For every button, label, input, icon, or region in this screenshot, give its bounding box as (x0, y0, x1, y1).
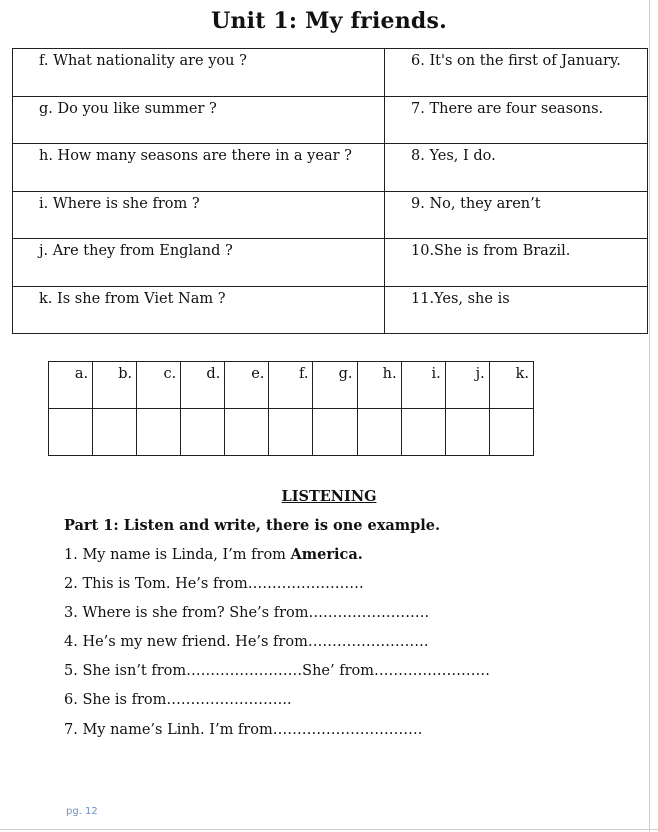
answer-letter: e. (225, 362, 269, 409)
listening-item: 3. Where is she from? She’s from……………………. (64, 605, 430, 621)
answer-blank-cell[interactable] (137, 409, 181, 456)
answer-letter: k. (489, 362, 533, 409)
answer-letter: d. (181, 362, 225, 409)
listening-item-example (64, 546, 363, 563)
page-title: Unit 1: My friends. (211, 8, 447, 34)
listening-item: 4. He’s my new friend. He’s from……………………. (64, 634, 429, 650)
table-row (13, 96, 648, 144)
listening-item: 7. My name’s Linh. I’m from…………………………. (64, 722, 423, 738)
answer-blank-row (49, 409, 534, 456)
answer-blank-cell[interactable] (445, 409, 489, 456)
question-cell: j. Are they from England ? (13, 239, 385, 287)
answer-blank-cell[interactable] (269, 409, 313, 456)
answer-letter: h. (357, 362, 401, 409)
answer-cell: 8. Yes, I do. (385, 144, 648, 192)
answer-letter: i. (401, 362, 445, 409)
answer-letter: j. (445, 362, 489, 409)
listening-item: 5. She isn’t from……………………She’ from…………………… (64, 663, 490, 679)
page-number: pg. 12 (66, 806, 98, 817)
answer-blank-cell[interactable] (93, 409, 137, 456)
answer-letter: b. (93, 362, 137, 409)
answer-blank-cell[interactable] (401, 409, 445, 456)
answer-letter: g. (313, 362, 357, 409)
question-cell: g. Do you like summer ? (13, 96, 385, 144)
question-cell: h. How many seasons are there in a year ? (13, 144, 385, 192)
answer-letter: a. (49, 362, 93, 409)
example-answer: America. (290, 546, 363, 563)
answer-blank-cell[interactable] (489, 409, 533, 456)
part-1-instruction: Part 1: Listen and write, there is one example. (64, 517, 441, 534)
answer-blank-cell[interactable] (225, 409, 269, 456)
question-cell: i. Where is she from ? (13, 191, 385, 239)
listening-heading: LISTENING (281, 488, 377, 505)
question-cell: f. What nationality are you ? (13, 49, 385, 97)
listening-item: 2. This is Tom. He’s from…………………… (64, 576, 364, 592)
answer-cell: 10.She is from Brazil. (385, 239, 648, 287)
answer-grid (48, 361, 534, 456)
answer-cell: 9. No, they aren’t (385, 191, 648, 239)
page-edge-bottom (0, 829, 658, 830)
answer-letter: f. (269, 362, 313, 409)
table-row (13, 286, 648, 334)
answer-cell: 11.Yes, she is (385, 286, 648, 334)
example-text: 1. My name is Linda, I’m from (64, 547, 291, 563)
listening-item: 6. She is from…………………….. (64, 692, 292, 708)
page-edge-right (649, 0, 650, 832)
answer-blank-cell[interactable] (357, 409, 401, 456)
table-row (13, 144, 648, 192)
table-row (13, 239, 648, 287)
question-cell: k. Is she from Viet Nam ? (13, 286, 385, 334)
answer-letter: c. (137, 362, 181, 409)
answer-blank-cell[interactable] (181, 409, 225, 456)
answer-blank-cell[interactable] (313, 409, 357, 456)
answer-cell: 6. It's on the first of January. (385, 49, 648, 97)
table-row (13, 191, 648, 239)
answer-cell: 7. There are four seasons. (385, 96, 648, 144)
answer-letter-row (49, 362, 534, 409)
table-row (13, 49, 648, 97)
answer-blank-cell[interactable] (49, 409, 93, 456)
matching-table (12, 48, 648, 334)
